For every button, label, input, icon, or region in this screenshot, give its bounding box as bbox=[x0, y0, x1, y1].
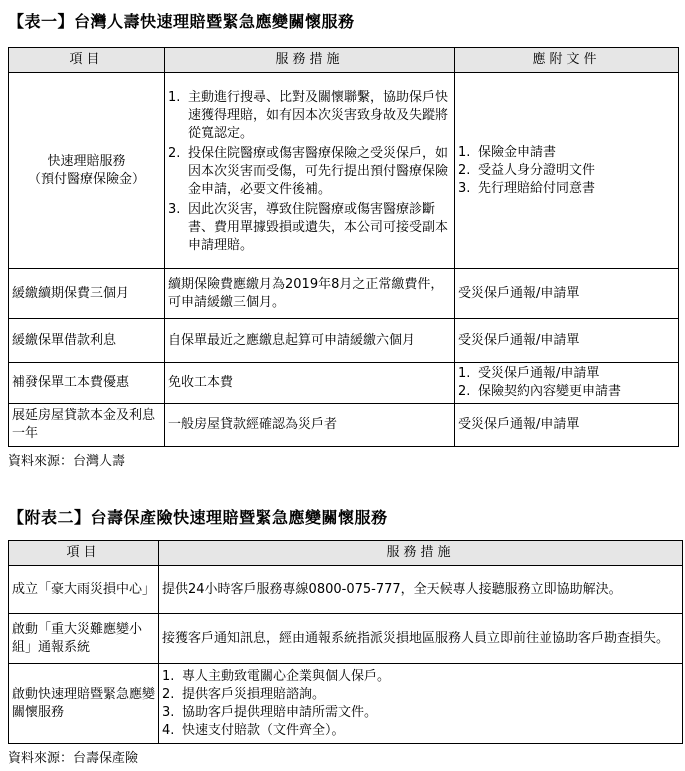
table-row bbox=[9, 566, 683, 614]
table1 bbox=[8, 47, 679, 447]
table-row bbox=[9, 269, 679, 319]
row-measure: 續期保險費應繳月為2019年8月之正常繳費件，可申請緩繳三個月。 bbox=[165, 269, 455, 319]
row-measures bbox=[165, 73, 455, 269]
list-item: 4. 快速支付賠款（文件齊全）。 bbox=[162, 722, 345, 738]
table1-header-item: 項目 bbox=[9, 48, 165, 73]
row-document: 受災保戶通報/申請單 bbox=[455, 404, 679, 447]
table1-title: 【表一】台灣人壽快速理賠暨緊急應變關懷服務 bbox=[8, 12, 355, 31]
list-item: 2. 投保住院醫療或傷害醫療保險之受災保戶，如因本次災害而受傷，可先行提出預付醫療保險金申請，必要文件後補。 bbox=[168, 146, 449, 197]
row-item: 成立「豪大雨災損中心」 bbox=[9, 566, 159, 614]
list-item: 1. 主動進行搜尋、比對及關懷聯繫，協助保戶快速獲得理賠，如有因本次災害致身故及失蹤將從寬認定。 bbox=[168, 90, 449, 141]
row-documents bbox=[455, 363, 679, 404]
row-document: 受災保戶通報/申請單 bbox=[455, 319, 679, 363]
table2 bbox=[8, 540, 683, 744]
table1-header-measures: 服務措施 bbox=[165, 48, 455, 73]
table2-source: 資料來源：台壽保產險 bbox=[8, 751, 139, 766]
measure-list bbox=[162, 668, 679, 740]
table-row bbox=[9, 73, 679, 269]
table-row bbox=[9, 363, 679, 404]
list-item: 2. 保險契約內容變更申請書 bbox=[458, 384, 622, 399]
table-row bbox=[9, 404, 679, 447]
row-measure: 接獲客戶通知訊息，經由通報系統指派災損地區服務人員立即前往並協助客戶勘查損失。 bbox=[159, 614, 683, 664]
list-item: 1. 受災保戶通報/申請單 bbox=[458, 366, 600, 381]
row-measure: 提供24小時客戶服務專線0800-075-777，全天候專人接聽服務立即協助解決。 bbox=[159, 566, 683, 614]
row-measures bbox=[159, 664, 683, 744]
row-measure: 免收工本費 bbox=[165, 363, 455, 404]
table1-source: 資料來源：台灣人壽 bbox=[8, 454, 126, 469]
table1-header-documents: 應附文件 bbox=[455, 48, 679, 73]
table2-title: 【附表二】台壽保產險快速理賠暨緊急應變關懷服務 bbox=[8, 508, 388, 527]
list-item: 2. 提供客戶災損理賠諮詢。 bbox=[162, 686, 326, 702]
row-item: 緩繳續期保費三個月 bbox=[9, 269, 165, 319]
row-document: 受災保戶通報/申請單 bbox=[455, 269, 679, 319]
table-row bbox=[9, 614, 683, 664]
row-item: 補發保單工本費優惠 bbox=[9, 363, 165, 404]
list-item: 2. 受益人身分證明文件 bbox=[458, 162, 596, 178]
table2-header-measures: 服務措施 bbox=[159, 541, 683, 566]
table-row bbox=[9, 319, 679, 363]
row-item: 啟動快速理賠暨緊急應變關懷服務 bbox=[9, 664, 159, 744]
row-measure: 一般房屋貸款經確認為災戶者 bbox=[165, 404, 455, 447]
list-item: 3. 先行理賠給付同意書 bbox=[458, 180, 596, 196]
table-row bbox=[9, 664, 683, 744]
table2-header-item: 項目 bbox=[9, 541, 159, 566]
row-item: 快速理賠服務 （預付醫療保險金） bbox=[9, 73, 165, 269]
document-list bbox=[458, 144, 675, 198]
row-documents bbox=[455, 73, 679, 269]
list-item: 1. 專人主動致電關心企業與個人保戶。 bbox=[162, 668, 391, 684]
row-item: 展延房屋貸款本金及利息一年 bbox=[9, 404, 165, 447]
list-item: 1. 保險金申請書 bbox=[458, 144, 557, 160]
row-item: 緩繳保單借款利息 bbox=[9, 319, 165, 363]
list-item: 3. 因此次災害，導致住院醫療或傷害醫療診斷書、費用單據毀損或遺失，本公司可接受副本申請理賠。 bbox=[168, 202, 449, 253]
document-list bbox=[458, 365, 675, 401]
table1-header-row bbox=[9, 48, 679, 73]
list-item: 3. 協助客戶提供理賠申請所需文件。 bbox=[162, 704, 378, 720]
row-measure: 自保單最近之應繳息起算可申請緩繳六個月 bbox=[165, 319, 455, 363]
row-item: 啟動「重大災難應變小組」通報系統 bbox=[9, 614, 159, 664]
table2-header-row bbox=[9, 541, 683, 566]
measure-list bbox=[168, 89, 451, 255]
